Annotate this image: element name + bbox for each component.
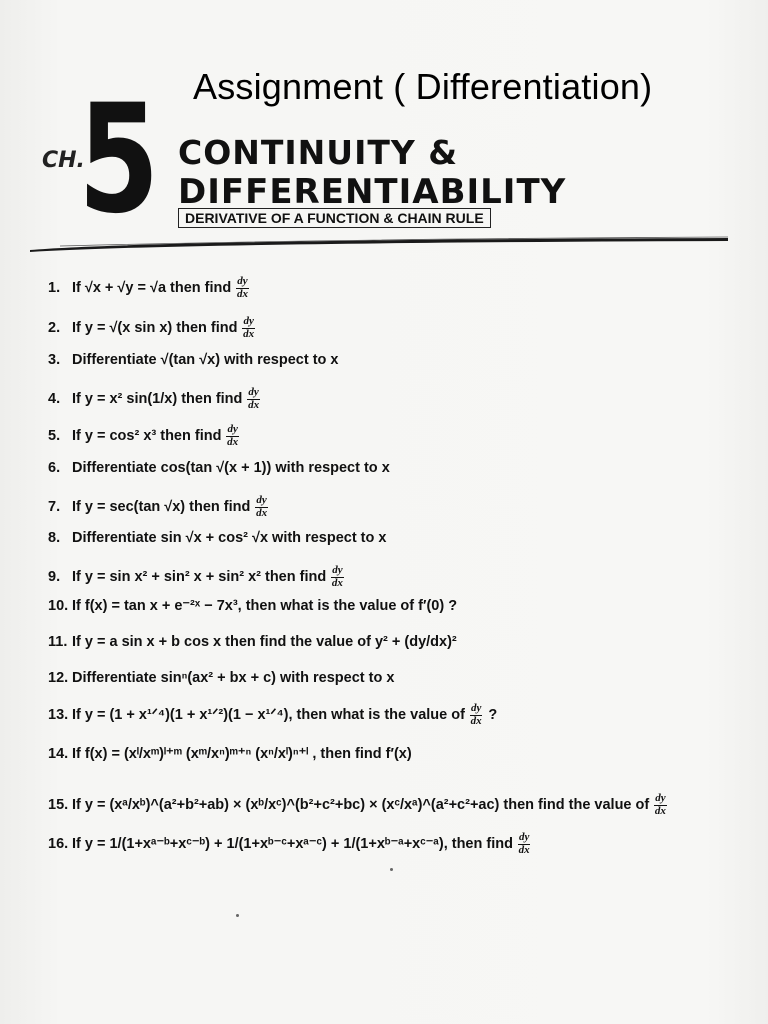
- derivative-fraction: [518, 832, 530, 856]
- question-text: If y = (1 + x¹ᐟ⁴)(1 + x¹ᐟ²)(1 − x¹ᐟ⁴), then what is the value of: [72, 707, 465, 724]
- question-item: [48, 352, 339, 368]
- fraction-numerator: dy: [470, 702, 482, 714]
- question-item: [48, 460, 390, 476]
- fraction-numerator: dy: [227, 423, 238, 435]
- derivative-fraction: [226, 424, 238, 448]
- fraction-denominator: dx: [236, 287, 248, 300]
- derivative-fraction: [242, 316, 254, 340]
- page-title: Assignment ( Differentiation): [193, 66, 653, 107]
- question-number: 15.: [48, 797, 69, 814]
- question-number: 11.: [48, 634, 68, 650]
- question-item: [48, 670, 394, 686]
- question-number: 5.: [48, 428, 61, 445]
- question-item: [48, 495, 270, 519]
- question-text: If y = sin x² + sin² x + sin² x² then find: [72, 569, 327, 586]
- derivative-fraction: [247, 387, 259, 411]
- question-item: [48, 424, 241, 448]
- chapter-label: CH.: [42, 148, 85, 173]
- fraction-numerator: dy: [332, 564, 343, 576]
- fraction-numerator: dy: [655, 792, 666, 804]
- fraction-denominator: dx: [331, 576, 343, 589]
- question-text: If f(x) = (xˡ/xᵐ)ˡ⁺ᵐ (xᵐ/xⁿ)ᵐ⁺ⁿ (xⁿ/xˡ)ⁿ⁺ˡ , then find f′(x): [72, 746, 412, 762]
- question-item: [48, 565, 346, 589]
- fraction-numerator: dy: [248, 386, 259, 398]
- question-number: 9.: [48, 569, 61, 586]
- fraction-numerator: dy: [256, 494, 267, 506]
- question-text: Differentiate cos(tan √(x + 1)) with respect to x: [72, 460, 390, 476]
- fraction-denominator: dx: [654, 804, 666, 817]
- question-text: If y = sec(tan √x) then find: [72, 499, 251, 516]
- question-text: If y = √(x sin x) then find: [72, 320, 238, 337]
- derivative-fraction: [654, 793, 666, 817]
- chapter-heading-line1: CONTINUITY &: [178, 133, 459, 172]
- question-number: 2.: [48, 320, 61, 337]
- question-number: 8.: [48, 530, 61, 546]
- question-number: 13.: [48, 707, 69, 724]
- chapter-heading-line2: DIFFERENTIABILITY: [178, 172, 567, 212]
- question-item: [48, 598, 457, 614]
- question-item: [48, 832, 532, 856]
- question-item: [48, 316, 257, 340]
- question-item: [48, 276, 251, 300]
- question-item: [48, 387, 262, 411]
- derivative-fraction: [236, 276, 248, 300]
- question-text: If y = cos² x³ then find: [72, 428, 222, 445]
- question-number: 16.: [48, 836, 69, 853]
- fraction-denominator: dx: [248, 398, 260, 411]
- question-text: Differentiate √(tan √x) with respect to x: [72, 352, 339, 368]
- question-text: If y = (xᵃ/xᵇ)^(a²+b²+ab) × (xᵇ/xᶜ)^(b²+c²+bc) × (xᶜ/xᵃ)^(a²+c²+ac) then find the value of: [72, 797, 650, 814]
- fraction-numerator: dy: [237, 275, 248, 287]
- question-item: [48, 793, 669, 817]
- scan-speck: [236, 914, 239, 917]
- derivative-fraction: [255, 495, 267, 519]
- question-number: 1.: [48, 280, 61, 297]
- question-text: If y = 1/(1+xᵃ⁻ᵇ+xᶜ⁻ᵇ) + 1/(1+xᵇ⁻ᶜ+xᵃ⁻ᶜ) + 1/(1+xᵇ⁻ᵃ+xᶜ⁻ᵃ), then find: [72, 836, 513, 853]
- question-text: If y = x² sin(1/x) then find: [72, 391, 243, 408]
- derivative-fraction: [470, 703, 482, 727]
- fraction-denominator: dx: [227, 435, 239, 448]
- derivative-fraction: [331, 565, 343, 589]
- question-number: 6.: [48, 460, 61, 476]
- question-text: Differentiate sin √x + cos² √x with respect to x: [72, 530, 387, 546]
- fraction-denominator: dx: [470, 714, 482, 727]
- question-number: 4.: [48, 391, 61, 408]
- question-item: [48, 746, 412, 762]
- question-item: [48, 530, 386, 546]
- fraction-denominator: dx: [256, 506, 268, 519]
- question-item: [48, 634, 457, 650]
- chapter-subheading: DERIVATIVE OF A FUNCTION & CHAIN RULE: [178, 208, 491, 228]
- question-text: Differentiate sinⁿ(ax² + bx + c) with respect to x: [72, 670, 395, 686]
- fraction-numerator: dy: [518, 831, 530, 843]
- question-number: 3.: [48, 352, 61, 368]
- fraction-denominator: dx: [518, 843, 530, 856]
- question-number: 14.: [48, 746, 69, 762]
- fraction-numerator: dy: [243, 315, 254, 327]
- question-number: 7.: [48, 499, 61, 516]
- scan-speck: [390, 868, 393, 871]
- question-number: 10.: [48, 598, 69, 614]
- fraction-denominator: dx: [243, 327, 255, 340]
- question-item: [48, 703, 497, 727]
- question-tail: ?: [488, 707, 498, 724]
- chapter-number: 5: [78, 73, 160, 247]
- question-text: If y = a sin x + b cos x then find the value of y² + (dy/dx)²: [72, 634, 457, 650]
- question-number: 12.: [48, 670, 69, 686]
- question-text: If √x + √y = √a then find: [72, 280, 232, 297]
- divider-rule: [30, 234, 728, 252]
- question-text: If f(x) = tan x + e⁻²ˣ − 7x³, then what is the value of f′(0) ?: [72, 598, 458, 614]
